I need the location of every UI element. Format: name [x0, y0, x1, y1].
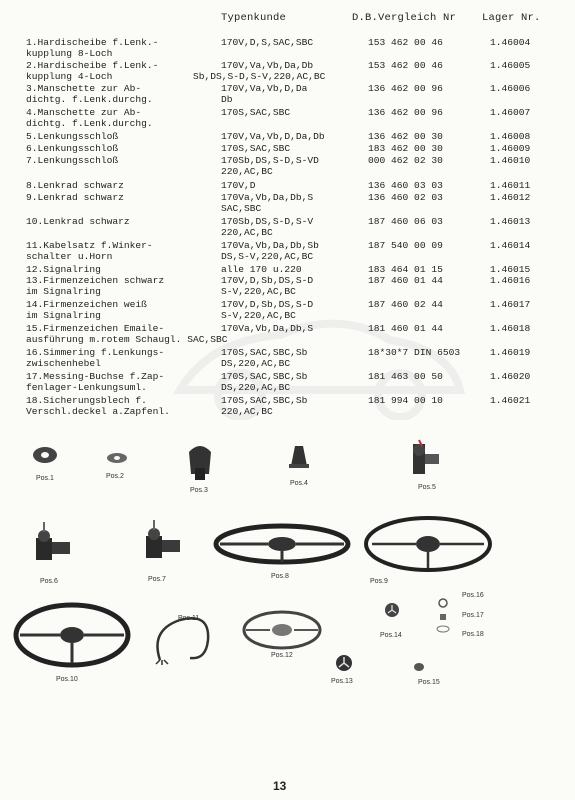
part-label: Pos.16: [462, 592, 484, 599]
part-label: Pos.8: [271, 573, 289, 580]
emblem-white-icon: [384, 602, 400, 618]
row-desc: 7.Lenkungsschloß: [26, 155, 119, 166]
part-label: Pos.4: [290, 480, 308, 487]
steering-lock-icon: [405, 438, 445, 480]
row-desc: 5.Lenkungsschloß: [26, 131, 119, 142]
part-label: Pos.12: [271, 652, 293, 659]
row-db: 183 462 00 30: [368, 143, 443, 154]
row-lager: 1.46015: [490, 264, 531, 275]
part-label: Pos.3: [190, 487, 208, 494]
row-type: 170V,Va,Vb,D,Da,Db: [221, 131, 325, 142]
row-type: 170Sb,DS,S-D,S-VD: [221, 155, 319, 166]
part-label: Pos.17: [462, 612, 484, 619]
parts-illustrations: [0, 430, 575, 730]
sleeve-small-icon: [287, 444, 311, 470]
lock-plate-icon: [436, 624, 450, 634]
part-label: Pos.10: [56, 676, 78, 683]
row-desc-cont: dichtg. f.Lenk.durchg.: [26, 94, 153, 105]
steering-lock-icon: [140, 516, 184, 572]
row-db: 187 460 02 44: [368, 299, 443, 310]
row-type: 170V,D,Sb,DS,S-D: [221, 299, 314, 310]
steering-lock-icon: [30, 518, 74, 574]
row-desc: 12.Signalring: [26, 264, 101, 275]
row-desc-cont: Verschl.deckel a.Zapfenl.: [26, 406, 170, 417]
row-type-cont: DS,S-V,220,AC,BC: [221, 251, 314, 262]
row-desc: 14.Firmenzeichen weiß: [26, 299, 147, 310]
row-db: 181 994 00 10: [368, 395, 443, 406]
row-type-cont: Sb,DS,S-D,S-V,220,AC,BC: [193, 71, 326, 82]
row-type: 170V,D,Sb,DS,S-D: [221, 275, 314, 286]
row-type: 170V,D,S,SAC,SBC: [221, 37, 314, 48]
row-type-cont: S-V,220,AC,BC: [221, 286, 296, 297]
row-db: 181 463 00 50: [368, 371, 443, 382]
part-label: Pos.5: [418, 484, 436, 491]
row-desc-cont: im Signalring: [26, 286, 101, 297]
flex-disc-8hole-icon: [32, 445, 58, 465]
part-label: Pos.13: [331, 678, 353, 685]
row-desc-cont: kupplung 8-Loch: [26, 48, 113, 59]
part-label: Pos.1: [36, 475, 54, 482]
row-desc-cont: kupplung 4-Loch: [26, 71, 113, 82]
row-db: 181 460 01 44: [368, 323, 443, 334]
row-type: 170S,SAC,SBC: [221, 107, 291, 118]
row-desc-cont: fenlager-Lenkungsuml.: [26, 382, 147, 393]
steering-wheel-icon: [12, 600, 132, 670]
row-desc: 17.Messing-Buchse f.Zap-: [26, 371, 165, 382]
row-db: 136 460 03 03: [368, 180, 443, 191]
row-desc: 6.Lenkungsschloß: [26, 143, 119, 154]
row-db: 187 460 01 44: [368, 275, 443, 286]
header-lager: Lager Nr.: [482, 12, 541, 24]
row-lager: 1.46008: [490, 131, 531, 142]
row-type: 170V,Va,Vb,D,Da: [221, 83, 308, 94]
row-desc: 8.Lenkrad schwarz: [26, 180, 124, 191]
row-type: 170S,SAC,SBC,Sb: [221, 395, 308, 406]
part-label: Pos.15: [418, 679, 440, 686]
row-type: 170V,D: [221, 180, 256, 191]
row-type: 170S,SAC,SBC: [221, 143, 291, 154]
header-db-vergleich: D.B.Vergleich Nr: [352, 12, 457, 24]
steering-wheel-icon: [212, 522, 352, 566]
row-desc: 11.Kabelsatz f.Winker-: [26, 240, 153, 251]
part-label: Pos.2: [106, 473, 124, 480]
row-lager: 1.46004: [490, 37, 531, 48]
row-lager: 1.46016: [490, 275, 531, 286]
sleeve-icon: [185, 440, 215, 482]
row-db: 153 462 00 46: [368, 60, 443, 71]
bushing-icon: [438, 612, 448, 622]
row-lager: 1.46018: [490, 323, 531, 334]
flex-disc-4hole-icon: [106, 452, 128, 464]
row-db: 136 462 00 96: [368, 107, 443, 118]
row-type-cont: Db: [221, 94, 233, 105]
part-label: Pos.7: [148, 576, 166, 583]
row-desc: 18.Sicherungsblech f.: [26, 395, 147, 406]
row-type-cont: 220,AC,BC: [221, 406, 273, 417]
row-lager: 1.46005: [490, 60, 531, 71]
row-lager: 1.46017: [490, 299, 531, 310]
row-desc: 16.Simmering f.Lenkungs-: [26, 347, 165, 358]
row-lager: 1.46014: [490, 240, 531, 251]
row-desc: 13.Firmenzeichen schwarz: [26, 275, 165, 286]
row-type: alle 170 u.220: [221, 264, 302, 275]
row-type: 170Va,Vb,Da,Db,S: [221, 192, 314, 203]
row-lager: 1.46013: [490, 216, 531, 227]
row-desc: 1.Hardischeibe f.Lenk.-: [26, 37, 159, 48]
row-type: 170V,Va,Vb,Da,Db: [221, 60, 314, 71]
row-db: 000 462 02 30: [368, 155, 443, 166]
row-db: 136 462 00 96: [368, 83, 443, 94]
row-lager: 1.46011: [490, 180, 531, 191]
row-desc: 4.Manschette zur Ab-: [26, 107, 142, 118]
row-lager: 1.46012: [490, 192, 531, 203]
row-db: 153 462 00 46: [368, 37, 443, 48]
row-desc: 15.Firmenzeichen Emaile-: [26, 323, 165, 334]
horn-ring-icon: [240, 608, 324, 652]
emblem-black-icon: [335, 654, 353, 672]
header-typenkunde: Typenkunde: [221, 12, 287, 24]
row-lager: 1.46007: [490, 107, 531, 118]
row-desc: 2.Hardischeibe f.Lenk.-: [26, 60, 159, 71]
page-number: 13: [273, 779, 287, 793]
row-lager: 1.46019: [490, 347, 531, 358]
row-desc: 9.Lenkrad schwarz: [26, 192, 124, 203]
part-label: Pos.14: [380, 632, 402, 639]
row-type-cont: 220,AC,BC: [221, 166, 273, 177]
row-db: 136 462 00 30: [368, 131, 443, 142]
row-lager: 1.46010: [490, 155, 531, 166]
row-type: 170S,SAC,SBC,Sb: [221, 371, 308, 382]
row-type: 170S,SAC,SBC,Sb: [221, 347, 308, 358]
row-db: 187 540 00 09: [368, 240, 443, 251]
part-label: Pos.18: [462, 631, 484, 638]
part-label: Pos.9: [370, 578, 388, 585]
seal-ring-icon: [438, 598, 448, 608]
row-desc-cont: zwischenhebel: [26, 358, 101, 369]
row-type-cont: DS,220,AC,BC: [221, 382, 291, 393]
row-desc-cont: dichtg. f.Lenk.durchg.: [26, 118, 153, 129]
steering-wheel-icon: [362, 514, 494, 574]
row-desc: 10.Lenkrad schwarz: [26, 216, 130, 227]
row-type-cont: S-V,220,AC,BC: [221, 310, 296, 321]
row-desc: 3.Manschette zur Ab-: [26, 83, 142, 94]
row-type-cont: DS,220,AC,BC: [221, 358, 291, 369]
row-lager: 1.46020: [490, 371, 531, 382]
row-lager: 1.46009: [490, 143, 531, 154]
row-lager: 1.46006: [490, 83, 531, 94]
row-type: 170Sb,DS,S-D,S-V: [221, 216, 314, 227]
row-type: 170Va,Vb,Da,Db,S: [221, 323, 314, 334]
row-db: 183 464 01 15: [368, 264, 443, 275]
part-label: Pos.6: [40, 578, 58, 585]
part-label: Pos.11: [178, 615, 200, 622]
row-db: 136 460 02 03: [368, 192, 443, 203]
row-desc-cont: ausführung m.rotem Schaugl. SAC,SBC: [26, 334, 228, 345]
emblem-enamel-icon: [413, 662, 425, 672]
row-db: 187 460 06 03: [368, 216, 443, 227]
row-type: 170Va,Vb,Da,Db,Sb: [221, 240, 319, 251]
row-lager: 1.46021: [490, 395, 531, 406]
row-db: 18*30*7 DIN 6503: [368, 347, 461, 358]
row-type-cont: 220,AC,BC: [221, 227, 273, 238]
row-desc-cont: im Signalring: [26, 310, 101, 321]
row-desc-cont: schalter u.Horn: [26, 251, 113, 262]
row-type-cont: SAC,SBC: [221, 203, 262, 214]
